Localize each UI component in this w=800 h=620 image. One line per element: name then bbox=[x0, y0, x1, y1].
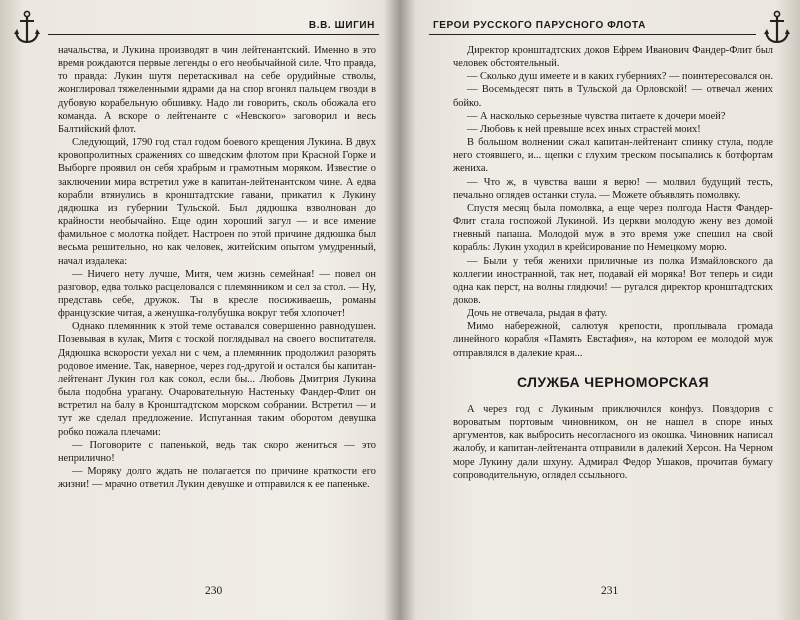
paragraph: — Поговорите с папенькой, ведь так скоро жениться — это неприлично! bbox=[58, 439, 376, 464]
paragraph: А через год с Лукиным приключился конфуз. Повздорив с вороватым портовым чиновником, он не нашел в споре иных аргументов, как выбросить несогласного из окошка. Чиновник написал жалобу, и капитан-лейтенанта отправили в далекий Херсон. На Черном море Лукину дали шхуну. Адмирал Федор Ушаков, прочитав бумагу сопроводительную, оглядел ссыльного. bbox=[453, 403, 773, 481]
paragraph: — Моряку долго ждать не полагается по причине краткости его жизни! — мрачно ответил Лукин девушке и отправился к ее папеньке. bbox=[58, 466, 376, 491]
right-page bbox=[403, 0, 800, 620]
running-header-author: В.В. ШИГИН bbox=[308, 20, 375, 31]
anchor-icon bbox=[764, 10, 790, 46]
page-number: 231 bbox=[601, 585, 619, 597]
paragraph: — Сколько душ имеете и в каких губерниях? — поинтересовался он. bbox=[467, 71, 773, 83]
right-body-text bbox=[453, 44, 773, 482]
paragraph: начальства, и Лукина производят в чин лейтенантский. Именно в это время рождаются первые легенды о его необычайной силе. Что правда, то правда: Лукин шутя перетаскивал на себе орудийные стволы, жонглировал тяжеленными ядрами да на спор вгонял пальцем гвозди в дубовую корабельную обшивку. Надо ли говорить, сколь обожала его команда. А вскоре о лейтенанте с «Невского» заговорил и весь Балтийский флот. bbox=[58, 45, 376, 135]
left-body-text bbox=[58, 44, 376, 491]
paragraph: Спустя месяц была помолвка, а еще через полгода Настя Фандер-Флит стала госпожой Лукиной. Из церкви молодую жену вез домой гневный папаша. Молодой муж в это время уже спешил на свой корабль: Лукин уходил в крейсирование по Немецкому морю. bbox=[453, 202, 773, 254]
paragraph: Мимо набережной, салютуя крепости, проплывала громада линейного корабля «Память Евстафия», на котором ее молодой муж отправлялся в далекие края... bbox=[453, 321, 773, 359]
running-header-title: ГЕРОИ РУССКОГО ПАРУСНОГО ФЛОТА bbox=[433, 20, 646, 31]
section-title: СЛУЖБА ЧЕРНОМОРСКАЯ bbox=[517, 373, 709, 390]
paragraph: — Были у тебя женихи приличные из полка Измайловского да коллегии иностранной, так нет, подавай ей моряка! Вот теперь и сиди одна как перст, на волны глядючи! — ругался директор кронштадтских доков. bbox=[453, 255, 773, 306]
paragraph: — Любовь к ней превыше всех иных страстей моих! bbox=[467, 123, 701, 135]
paragraph: — А насколько серьезные чувства питаете к дочери моей? bbox=[467, 110, 726, 122]
anchor-icon bbox=[14, 10, 40, 46]
paragraph: Однако племянник к этой теме оставался совершенно равнодушен. Позевывая в кулак, Митя с тоской поглядывал на своего воспитателя. Дядюшка вскорости уехал ни с чем, а племянник продолжил разорять родовое имение. Так, наверное, через год-другой и остался бы капитан-лейтенант Лукин гол как сокол, если бы... Любовь Дмитрия Лукина была подобна урагану. Очаровательную Настеньку Фандер-Флит он встретил на балу в Кронштадтском морском собрании. Встретил — и тут же сделал предложение. Испуганная таким оборотом девушка робко пожала плечами: bbox=[58, 321, 376, 438]
paragraph: — Что ж, в чувства ваши я верю! — молвил будущий тесть, печально оглядев останки стула. — Можете объявлять помолвку. bbox=[453, 176, 773, 201]
paragraph: — Восемьдесят пять в Тульской да Орловской! — отвечал жених бойко. bbox=[453, 84, 773, 109]
paragraph: Дочь не отвечала, рыдая в фату. bbox=[467, 308, 608, 320]
paragraph: — Ничего нету лучше, Митя, чем жизнь семейная! — повел он разговор, едва только расцеловался с племянником и сел за стол. — Ну, представь себе, дружок. Ты в кресле посиживаешь, романы французские читая, а женушка-голубушка вокруг тебя хлопочет! bbox=[58, 268, 376, 320]
paragraph: В большом волнении сжал капитан-лейтенант спинку стула, подле него стоявшего, и... щепки с глухим треском посыпались к ботфортам жениха. bbox=[453, 137, 773, 175]
paragraph: Директор кронштадтских доков Ефрем Иванович Фандер-Флит был человек обстоятельный. bbox=[453, 45, 773, 70]
paragraph: Следующий, 1790 год стал годом боевого крещения Лукина. В двух кровопролитных сражениях со шведским флотом при Красной Горке и Выборге проявил он себя храбрым и грамотным моряком. Известие о заключении мира встретил уже в капитан-лейтенантском чине. А едва корабли втянулись в кронштадтские гавани, прикатил к Лукину дядюшка из губернии Тульской. Был дядюшка взволнован до крайности необычайно. Еще один хороший загул — и все имение фамильное с молотка пойдет. Настроен по этой причине дядюшка был весьма решительно, но как человек, житейским опытом умудренный, начал издалека: bbox=[58, 137, 376, 267]
header-rule bbox=[48, 34, 379, 35]
left-page bbox=[0, 0, 397, 620]
header-rule bbox=[429, 34, 756, 35]
page-number: 230 bbox=[205, 585, 223, 597]
